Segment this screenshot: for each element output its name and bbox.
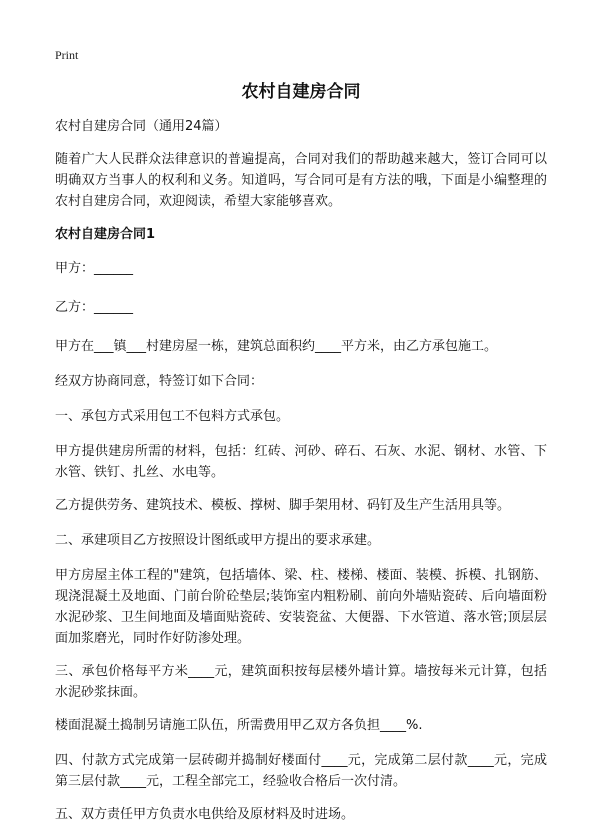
document-body — [55, 80, 547, 836]
section-heading: 农村自建房合同1 — [55, 227, 156, 242]
clause-paragraph: 甲方在___镇___村建房屋一栋，建筑总面积约____平方米，由乙方承包施工。 — [55, 339, 498, 354]
document-title: 农村自建房合同 — [241, 82, 361, 102]
clause-paragraph: 乙方提供劳务、建筑技术、模板、撑树、脚手架用材、码钉及生产生活用具等。 — [55, 498, 511, 513]
intro-paragraph: 随着广大人民群众法律意识的普遍提高，合同对我们的帮助越来越大，签订合同可以明确双方当事人的权利和义务。知道吗，写合同可是有方法的哦，下面是小编整理的农村自建房合同，欢迎阅读，希望大家能够喜欢。 — [55, 152, 547, 209]
party-a-line: 甲方：______ — [55, 261, 134, 276]
clause-paragraph: 甲方提供建房所需的材料，包括：红砖、河砂、碎石、石灰、水泥、钢材、水管、下水管、铁钉、扎丝、水电等。 — [55, 444, 547, 480]
clause-paragraph: 五、双方责任甲方负责水电供给及原材料及时进场。 — [55, 807, 355, 822]
clause-paragraph: 经双方协商同意，特签订如下合同： — [55, 374, 264, 389]
document-subtitle: 农村自建房合同（通用24篇） — [55, 119, 228, 134]
clause-paragraph: 楼面混凝土捣制另请施工队伍，所需费用甲乙双方各负担____%. — [55, 718, 423, 733]
clause-paragraph: 甲方房屋主体工程的"建筑，包括墙体、梁、柱、楼梯、楼面、装模、拆模、扎钢筋、现浇混凝土及地面、门前台阶砼垫层;装饰室内粗粉刷、前向外墙贴瓷砖、后向墙面粉水泥砂浆、卫生间地面及墙面贴瓷砖、安装瓷盆、大便器、下水管道、落水管;顶层层面加浆磨光，同时作好防渗处理。 — [55, 568, 547, 646]
clause-paragraph: 四、付款方式完成第一层砖砌并捣制好楼面付____元，完成第二层付款____元，完成第三层付款____元，工程全部完工，经验收合格后一次付清。 — [55, 753, 547, 789]
clause-paragraph: 一、承包方式采用包工不包料方式承包。 — [55, 409, 290, 424]
party-b-line: 乙方：______ — [55, 300, 134, 315]
clause-paragraph: 二、承建项目乙方按照设计图纸或甲方提出的要求承建。 — [55, 533, 381, 548]
clause-paragraph: 三、承包价格每平方米____元，建筑面积按每层楼外墙计算。墙按每米元计算，包括水泥砂浆抹面。 — [55, 664, 547, 700]
print-label: Print — [55, 48, 79, 62]
